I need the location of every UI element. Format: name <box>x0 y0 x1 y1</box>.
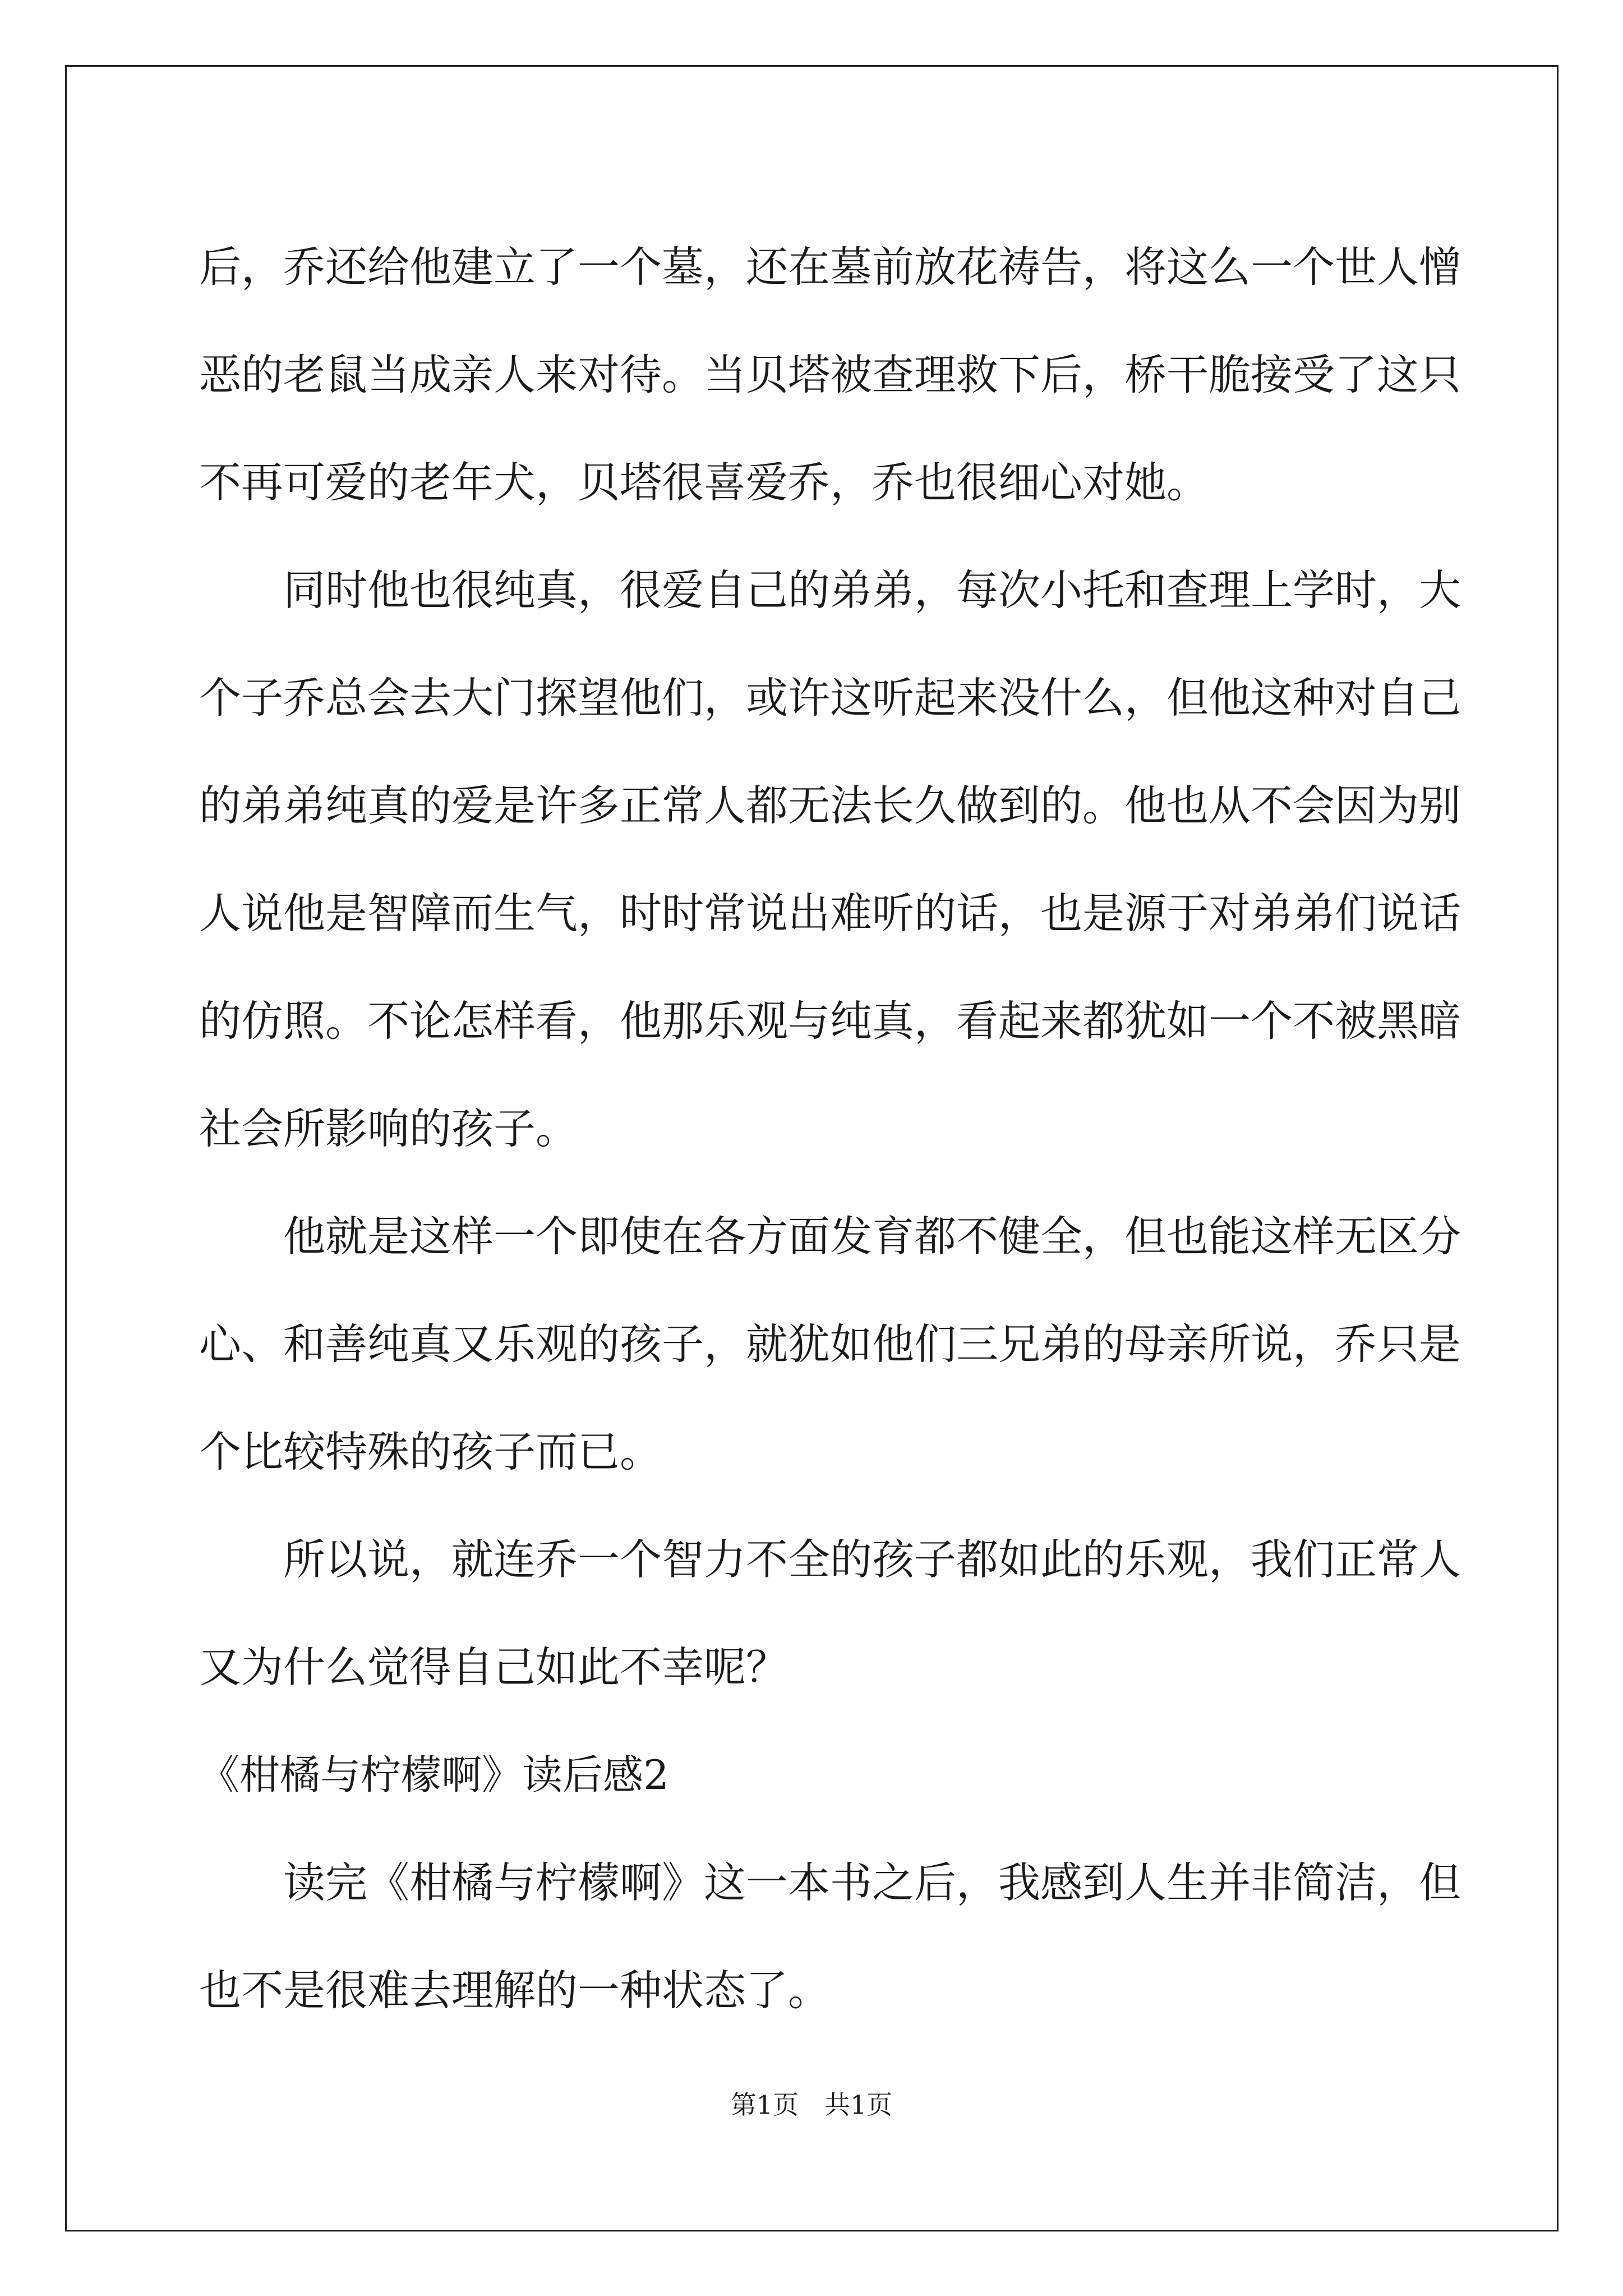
paragraph <box>199 1506 1461 1721</box>
paragraph <box>199 1182 1461 1506</box>
text-line: 人说他是智障而生气，时时常说出难听的话，也是源于对弟弟们说话 <box>199 889 1461 938</box>
paragraph <box>199 1829 1461 2044</box>
text-line: 心、和善纯真又乐观的孩子，就犹如他们三兄弟的母亲所说，乔只是 <box>199 1319 1461 1369</box>
text-line: 个子乔总会去大门探望他们，或许这听起来没什么，但他这种对自己 <box>199 673 1461 723</box>
text-line: 个比较特殊的孩子而已。 <box>199 1427 662 1476</box>
text-line: 又为什么觉得自己如此不幸呢？ <box>199 1642 789 1692</box>
document-body <box>199 213 1461 2044</box>
paragraph <box>199 213 1461 536</box>
text-line: 后，乔还给他建立了一个墓，还在墓前放花祷告，将这么一个世人憎 <box>199 242 1461 292</box>
text-line: 不再可爱的老年犬，贝塔很喜爱乔，乔也很细心对她。 <box>199 458 1209 507</box>
text-line: 同时他也很纯真，很爱自己的弟弟，每次小托和查理上学时，大 <box>283 565 1461 615</box>
text-line: 的仿照。不论怎样看，他那乐观与纯真，看起来都犹如一个不被黑暗 <box>199 996 1461 1046</box>
paragraph <box>199 536 1461 1182</box>
text-line: 读完《柑橘与柠檬啊》这一本书之后，我感到人生并非简洁，但 <box>283 1858 1461 1907</box>
text-line: 社会所影响的孩子。 <box>199 1104 578 1153</box>
text-line: 的弟弟纯真的爱是许多正常人都无法长久做到的。他也从不会因为别 <box>199 781 1461 830</box>
text-line: 恶的老鼠当成亲人来对待。当贝塔被查理救下后，桥干脆接受了这只 <box>199 350 1461 399</box>
text-line: 也不是很难去理解的一种状态了。 <box>199 1966 831 2015</box>
text-line: 他就是这样一个即使在各方面发育都不健全，但也能这样无区分 <box>283 1212 1461 1261</box>
text-line: 所以说，就连乔一个智力不全的孩子都如此的乐观，我们正常人 <box>283 1535 1461 1584</box>
section-heading: 《柑橘与柠檬啊》读后感2 <box>199 1751 669 1798</box>
page-number-footer: 第1页 共1页 <box>730 2090 893 2120</box>
